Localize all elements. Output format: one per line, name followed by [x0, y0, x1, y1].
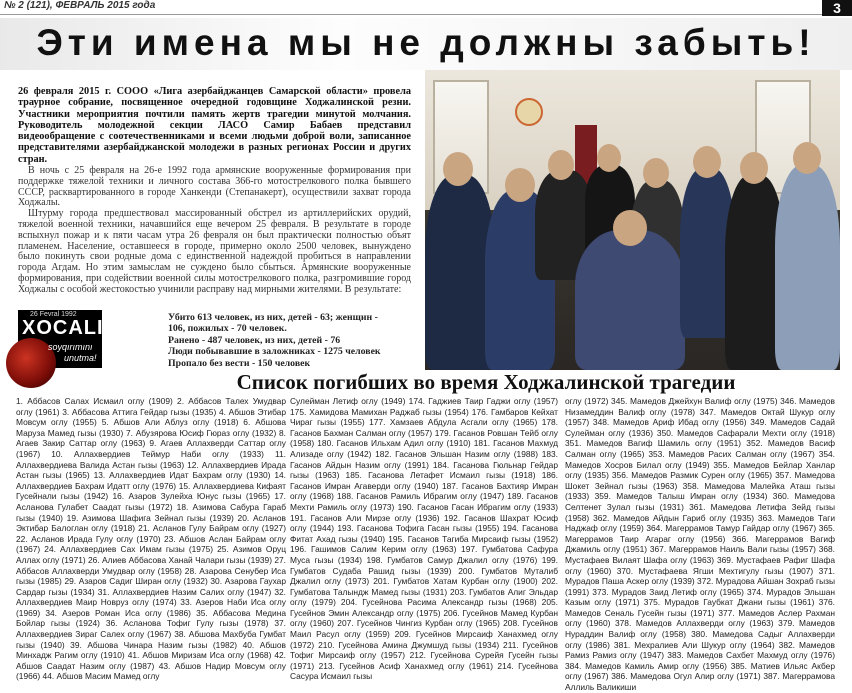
body-paragraph-2: Штурму города предшествовал массированный обстрел из артиллерийских орудий, тяжелой военной техники, начавшийся еще вечером 25 февраля. В результате в городе вспыхнул пожар и к пяти часам утра 26 февраля он был практически полностью объят пламенем. Население, оставшееся в городе, примерно около 2500 человек, вынуждено было покинуть свои родные дома с единственной надеждой пробиться в направлении города Агдам. Но этим замыслам не суждено было сбыться. Армянские вооруженные формирования, при содействии военной силы мотострелкового полка, разгромившие город Ходжалы с особой жестокостью учинили расправу над мирными жителями. В результате:: [18, 208, 411, 295]
casualty-stats: [168, 312, 408, 369]
league-logo-icon: [515, 98, 543, 126]
graphic-title: XOCALI: [22, 317, 104, 339]
photo-person-head: [597, 144, 621, 172]
victims-column-2: Сулейман Летиф оглу (1949) 174. Гаджиев Таир Гаджи оглу (1957) 175. Хамидова Мамихан Раджаб гызы (1954) 176. Гамбаров Кейхат Чираг гызы (1955) 177. Хамзаев Абдула Асгали оглу (1965) 178. Гасанов Бахман Салман оглу (1957) 179. Гасанов Ровшан Тейб оглу (1958) 180. Гасанов Ильхам Адил оглу (1910) 181. Гасанов Махмуд Ализаде оглу (1942) 182. Гасанов Эльшан Назим оглу (1988) 183. Гасанов Айдын Назим оглу (1991) 184. Гасанова Гюльнар Гейдар гызы (1963) 185. Гасанова Летафет Исмаил гызы (1918) 186. Гасанов Имран Агаверди оглу (1940) 187. Гасанов Бахтияр Имран оглу (1968) 188. Гасанов Рамиль Ибрагим оглу (1947) 189. Гасанов Мехти Рамиль оглу (1973) 190. Гасанов Гасан Ибрагим оглу (1933) 191. Гасанов Али Мирзе оглу (1936) 192. Гасанов Шахрат Юсиф оглу (1944) 193. Гасанова Тофига Гасан гызы (1955) 194. Гасанова Фитат Ахад гызы (1940) 195. Гасанов Тагиба Мирсаиф гызы (1952) 196. Гашимов Салим Керим оглу (1963) 197. Гумбатова Сафура Муса гызы (1934) 198. Гумбатов Самур Джалил оглу (1976) 199. Гумбатов Судаба Рашид гызы (1939) 200. Гумбатов Муталиб Джалил оглу (1973) 201. Гумбатов Хатам Курбан оглу (1900) 202. Гумбатова Талындж Мамед гызы (1931) 203. Гумбатов Алиг Эльдар оглу (1979) 204. Гусейнова Расима Александр гызы (1968) 205. Гусейнов Эмин Александр оглу (1975) 206. Гусейнов Мамед Курбан оглу (1960) 207. Гусейнов Чингиз Курбан оглу (1965) 208. Гусейнов Маил Расул оглу (1959) 209. Гусейнов Мирсаиф Ханахмед оглу (1972) 210. Гусейнова Амина Джумшуд гызы (1934) 211. Гусейнов Тофиг Мирсаиф оглу (1957) 212. Гусейнова Сурейя Гусейн гызы (1971) 213. Гусейнов Асиф Ханахмед оглу (1961) 214. Гусейнова Сасура Исмаил гызы: [290, 396, 558, 682]
photo-person-head: [505, 168, 535, 202]
event-photo: [425, 70, 840, 370]
list-title-text: Список погибших во время Ходжалинской трагедии: [236, 370, 736, 394]
photo-person-head: [693, 146, 721, 178]
stat-line: Люди побывавшие в заложниках - 1275 человек: [168, 346, 381, 358]
photo-person: [575, 230, 685, 370]
page-number: 3: [822, 0, 852, 16]
photo-person-head: [643, 158, 669, 188]
victims-column-3: оглу (1972) 345. Мамедов Джейхун Валиф оглу (1975) 346. Мамедов Низамеддин Валиф оглу (1978) 347. Мамедов Октай Шукур оглу (1957) 348. Мамедов Ариф Ибад оглу (1956) 349. Мамедов Садай Сулейман оглу (1936) 350. Мамедов Сафарали Мехти оглу (1918) 351. Мамедов Вагиф Шамиль оглу (1951) 352. Мамедов Васиф Салман оглу (1965) 353. Мамедов Расих Салман оглу (1967) 354. Мамедов Хосров Билал оглу (1949) 355. Мамедов Бейлар Ханлар оглу (1935) 356. Мамедов Размик Сурен оглу (1965) 357. Мамедова Шокет Зейнал гызы (1963) 358. Мамедова Малейка Аташ гызы (1933) 359. Мамедов Талыш Имран оглу (1934) 360. Мамедова Селтенет Зулал гызы (1931) 361. Мамедова Летифа Зейд гызы (1958) 362. Мамедов Айдын Гариб оглу (1935) 363. Мамедов Таги Наджаф оглу (1959) 364. Магеррамов Тамур Гайдар оглу (1967) 365. Магеррамов Таир Агараг оглу (1956) 366. Магеррамов Вагиф Джамиль оглу (1951) 367. Магеррамов Наиль Вали гызы (1957) 368. Мустафаев Вилаят Шафа оглу (1963) 369. Мустафаев Рафиг Шафа оглу (1960) 370. Мустафаева Ягши Мехтигулу гызы (1907) 371. Мурадов Паша Аскер оглу (1939) 372. Мурадова Айшан Зохраб гызы (1991) 373. Мурадов Заид Летиф оглу (1965) 374. Мурадов Эльшан Казым оглу (1971) 375. Мурадов Гаубкат Джани гызы (1961) 376. Мамедов Сеналь Гусейн гызы (1971) 377. Мамедов Аслер Рахман оглу (1960) 378. Мамедов Аллахверди оглу (1963) 379. Мамедов Нураддин Валиф оглу (1958) 380. Мамедова Садыг Аллахверди оглу (1986) 381. Мехралиев Али Шукур оглу (1964) 382. Мамедов Рамиз Рамиз оглу (1947) 383. Мамедов Сахбет Махмуд оглу (1976) 384. Мамедов Камиль Амир оглу (1956) 385. Матиев Ильяс Акбер оглу (1967) 386. Мамедова Огул Алир оглу (1971) 387. Магеррамова Аллиль Валикиши: [565, 396, 835, 693]
photo-person-head: [548, 150, 574, 180]
masthead-strip: [0, 0, 852, 15]
body-paragraph-1: В ночь с 25 февраля на 26-е 1992 года армянские вооруженные формирования при поддержке тяжелой техники и личного состава 366-го мотострелкового полка бывшего СССР, расквартированного в городе Ханкенди (Степанакерт), осуществили захват города Ходжалы.: [18, 165, 411, 209]
issue-line: № 2 (121), ФЕВРАЛЬ 2015 года: [4, 0, 156, 11]
photo-person-head: [740, 152, 768, 184]
photo-person: [775, 165, 840, 370]
stat-line: Ранено - 487 человек, из них, детей - 76: [168, 334, 341, 346]
victims-column-1: 1. Аббасов Салах Исмаил оглу (1909) 2. Аббасов Талех Умудвар оглу (1961) 3. Аббасова Аттига Гейдар гызы (1935) 4. Абшов Этибар Мовсум оглу (1955) 5. Абшов Али Аблуз оглу (1918) 6. Абшова Маруза Мамед гызы (1930) 7. Абузярова Юсиф Гюраз оглу (1932) 8. Агаев Закир Саттар оглу (1963) 9. Агаев Аллахверди Саттар оглу (1967) 10. Аллахвердиев Теймур Наби оглу (1933) 11. Аллахвердиева Валида Астан гызы (1963) 12. Аллахвердиев Ирада Астан гызы (1965) 13. Аллахвердиев Идат Бахрам оглу (1930) 14. Аллахвердиев Бахрам Идатт оглу (1976) 15. Аллахвердиева Кифаят Гусейнали гызы (1942) 16. Азаров Зулейха Юнус гызы (1965) 17. Асланова Гулабет Саадат гызы (1972) 18. Азимова Сабура Гараб гызы (1940) 19. Азимова Шафига Зейнал гызы (1939) 20. Асланов Эктибар Балоглан оглу (1918) 21. Асланов Гулу Байрам оглу (1927) 22. Асланов Ирада Гулу оглу (1970) 23. Абшов Аслан Байрам оглу (1967) 24. Аллахвердиев Сах Имам гызы (1975) 25. Азимов Оруц Аллах оглу (1971) 26. Алиев Аббасова Ханай Чалари гызы (1939) 27. Аббасов Аллахверди Умудвар оглу (1958) 28. Азарова Сенубер Иса гызы (1985) 29. Азаров Садиг Ширан оглу (1932) 30. Азарова Гаухар Сардар гызы (1934) 31. Аллахвердиев Назим Салих оглу (1947) 32. Аллахвердиев Маир Новруз оглу (1974) 33. Азеров Наби Иса оглу (1969) 34. Азеров Роман Иса оглу (1986) 35. Аббасова Медина Бойлар гызы (1924) 36. Асланова Тофиг Гулу гызы (1978) 37. Аллахвердиев Зираг Салех оглу (1967) 38. Абшова Махбуба Гумбат гызы (1940) 39. Абшова Чинара Назим гызы (1982) 40. Абшов Минхадж Рагим оглу (1910) 41. Абшов Миризам Иса оглу (1968) 42. Абшов Саадат Назим оглу (1987) 43. Абшов Надир Мовсум оглу (1966) 44. Абшов Масим Мамед оглу: [16, 396, 286, 682]
graphic-line2: unutma!: [64, 353, 97, 363]
photo-person-head: [613, 210, 647, 246]
graphic-line1: soyqırımını: [48, 342, 93, 352]
memorial-graphic: [18, 310, 102, 368]
graphic-date: 26 Fevral 1992: [30, 311, 77, 318]
headline: Эти имена мы не должны забыть!: [36, 22, 816, 63]
lead-paragraph: 26 февраля 2015 г. СООО «Лига азербайджанцев Самарской области» провела траурное собрание, посвященное очередной годовщине Ходжалинской резни. Участники мероприятия почтили память жертв трагедии минутой молчания. Руководитель молодежной секции ЛАСО Самир Бабаев представил видеообращение с соотечественниками и всеми людьми доброй воли, записанное представителями азербайджанской молодежи в разных регионах России и других стран.: [18, 86, 411, 165]
stat-line: 106, пожилых - 70 человек.: [168, 323, 287, 335]
photo-person-head: [443, 152, 473, 186]
photo-person-head: [793, 142, 821, 174]
stat-line: Убито 613 человек, из них, детей - 63; женщин -: [168, 312, 378, 323]
list-title: [0, 370, 852, 395]
stat-line: Пропало без вести - 150 человек: [168, 357, 311, 369]
article-body: [18, 166, 411, 296]
